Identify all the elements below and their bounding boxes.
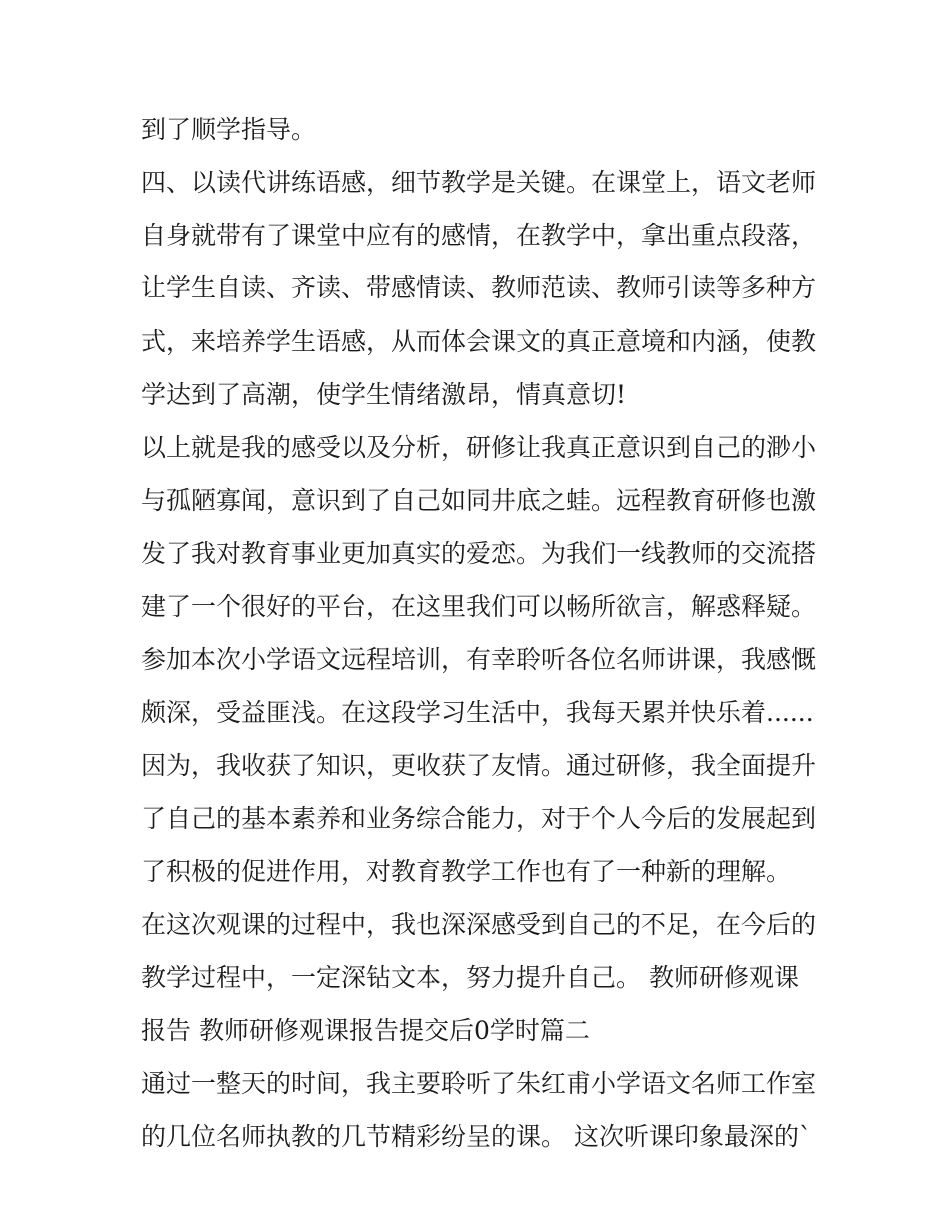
text-line: 自身就带有了课堂中应有的感情，在教学中，拿出重点段落， xyxy=(141,221,817,250)
text-line: 在这次观课的过程中，我也深深感受到自己的不足，在今后的 xyxy=(141,910,817,939)
text-line: 通过一整天的时间，我主要聆听了朱红甫小学语文名师工作室 xyxy=(141,1069,817,1098)
text-line: 到了顺学指导。 xyxy=(141,115,317,144)
text-line: 式，来培养学生语感，从而体会课文的真正意境和内涵，使教 xyxy=(141,327,817,356)
text-line: 发了我对教育事业更加真实的爱恋。为我们一线教师的交流搭 xyxy=(141,539,817,568)
text-line: 建了一个很好的平台，在这里我们可以畅所欲言，解惑释疑。 xyxy=(141,592,817,621)
text-line: 报告 教师研修观课报告提交后0学时篇二 xyxy=(141,1016,590,1045)
text-line: 了自己的基本素养和业务综合能力，对于个人今后的发展起到 xyxy=(141,804,817,833)
text-line: 的几位名师执教的几节精彩纷呈的课。 这次听课印象最深的` xyxy=(141,1122,812,1151)
text-line: 以上就是我的感受以及分析，研修让我真正意识到自己的渺小 xyxy=(141,433,817,462)
text-line: 让学生自读、齐读、带感情读、教师范读、教师引读等多种方 xyxy=(141,273,817,302)
text-line: 教学过程中，一定深钻文本，努力提升自己。 教师研修观课 xyxy=(141,963,799,992)
text-line: 学达到了高潮，使学生情绪激昂，情真意切! xyxy=(141,380,627,409)
text-line: 参加本次小学语文远程培训，有幸聆听各位名师讲课，我感慨 xyxy=(141,645,817,674)
text-line: 了积极的促进作用，对教育教学工作也有了一种新的理解。 xyxy=(141,857,792,886)
text-line: 四、以读代讲练语感，细节教学是关键。在课堂上，语文老师 xyxy=(141,168,817,197)
text-line: 颇深，受益匪浅。在这段学习生活中，我每天累并快乐着...... xyxy=(141,698,814,727)
text-line: 与孤陋寡闻，意识到了自己如同井底之蛙。远程教育研修也激 xyxy=(141,486,817,515)
text-line: 因为，我收获了知识，更收获了友情。通过研修，我全面提升 xyxy=(141,751,817,780)
